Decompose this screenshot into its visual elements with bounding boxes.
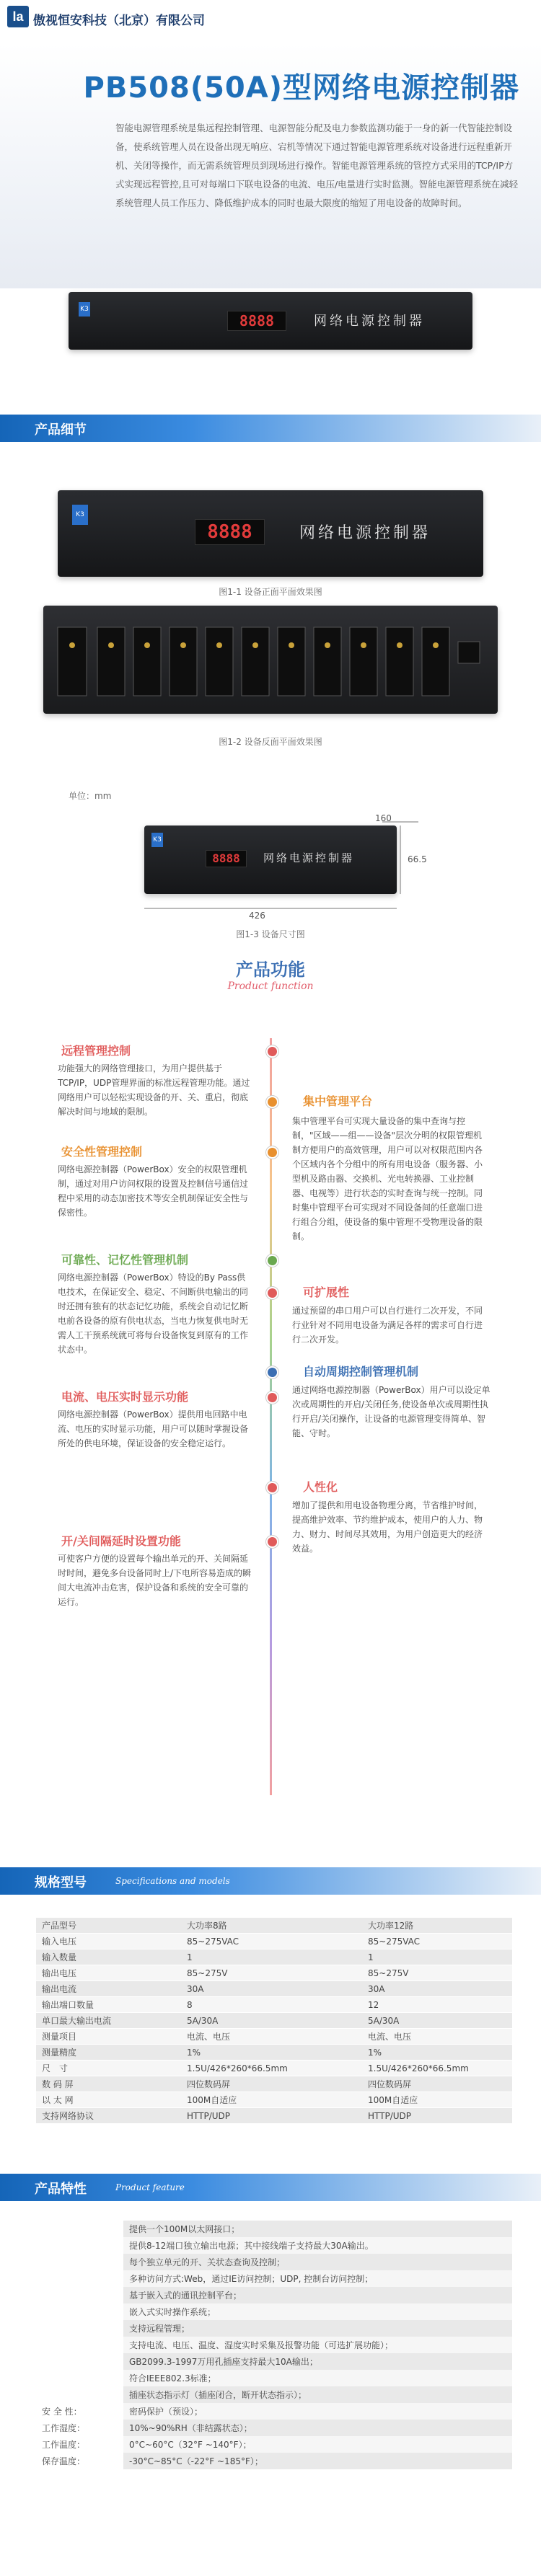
spec-cell: 尺 寸 — [36, 2061, 181, 2076]
feature-value: 每个独立单元的开、关状态查询及控制； — [123, 2254, 512, 2270]
spec-cell: 8 — [181, 1997, 362, 2013]
section-bar-detail — [0, 415, 541, 442]
device-led-display: 8888 — [195, 519, 265, 545]
function-body: 通过预留的串口用户可以自行进行二次开发，不同行业针对不同用电设备为满足各样的需求可自行进行二次开发。 — [292, 1306, 483, 1345]
function-head: 自动周期控制管理机制 — [303, 1365, 419, 1378]
spec-cell: 输入数量 — [36, 1949, 181, 1965]
feature-row — [36, 2287, 512, 2303]
feature-row — [36, 2270, 512, 2287]
spec-cell: 1 — [362, 1949, 512, 1965]
spec-cell: 5A/30A — [362, 2013, 512, 2029]
function-body: 网络电源控制器（PowerBox）安全的权限管理机制，通过对用户访问权限的设置及控制信号通信过程中采用的动态加密技术等安全机制保证安全性与保密性。 — [58, 1164, 249, 1218]
spec-cell: 30A — [181, 1981, 362, 1997]
spec-row — [36, 2013, 512, 2029]
spec-cell: 输出电流 — [36, 1981, 181, 1997]
timeline-dot — [266, 1045, 278, 1058]
front-view-caption: 图1-1 设备正面平面效果图 — [219, 587, 322, 597]
spec-row — [36, 1934, 512, 1949]
feature-row — [36, 2420, 512, 2436]
section-title: 规格型号 — [35, 1875, 87, 1890]
feature-value: 多种访问方式:Web，通过IE访问控制；UDP, 控制台访问控制； — [123, 2270, 512, 2287]
feature-key — [36, 2221, 123, 2237]
feature-row — [36, 2403, 512, 2420]
function-body: 集中管理平台可实现大量设备的集中查询与控制，"区域——组——设备"层次分明的权限管理机制方便用户的高效管理，用户可以对权限范围内各个区域内各个分组中的所有用电设备（服务器、小型机及路由器、交换机、光电转换器、工业控制器、电视等）进行状态的实时查询与统一控制。同时集中管理平台可实现对不同设备间的任意端口进行组合分组，使设备的集中管理不受物理设备的限制。 — [292, 1116, 483, 1241]
feature-row — [36, 2320, 512, 2337]
feature-key: 保存温度： — [36, 2453, 123, 2469]
function-body: 通过网络电源控制器（PowerBox）用户可以设定单次或周期性的开启/关闭任务,使设备单次或周期性执行开启/关闭操作，让设备的电源管理变得简单、智能、守时。 — [292, 1385, 491, 1438]
timeline-dot — [266, 1146, 278, 1159]
spec-cell: 产品型号 — [36, 1918, 181, 1934]
feature-key — [36, 2303, 123, 2320]
feature-value: -30°C~85°C（-22°F ~185°F）； — [123, 2453, 512, 2469]
company-name: 傲视恒安科技（北京）有限公司 — [33, 14, 205, 28]
device-brand-badge: K3 — [151, 833, 163, 847]
spec-cell: 5A/30A — [181, 2013, 362, 2029]
feature-value: 支持远程管理； — [123, 2320, 512, 2337]
section-title: 产品特性 — [35, 2182, 87, 2197]
feature-value: 0°C~60°C（32°F ~140°F）； — [123, 2436, 512, 2453]
feature-key — [36, 2237, 123, 2254]
feature-key — [36, 2270, 123, 2287]
feature-row — [36, 2370, 512, 2386]
function-body: 可使客户方便的设置每个输出单元的开、关间隔延时时间，避免多台设备同时上/下电所容易造成的瞬间大电流冲击危害，保护设备和系统的安全可靠的运行。 — [58, 1554, 252, 1607]
spec-cell: HTTP/UDP — [181, 2108, 362, 2124]
feature-row — [36, 2353, 512, 2370]
section-subtitle: Product feature — [115, 2182, 185, 2192]
spec-cell: 85~275V — [181, 1965, 362, 1981]
product-intro: 智能电源管理系统是集远程控制管理、电源智能分配及电力参数监测功能于一身的新一代智能控制设备，使系统管理人员在设备出现无响应、宕机等情况下通过智能电源管理系统对设备进行远程重新开机、关闭等操作，而无需系统管理员到现场进行操作。智能电源管理系统的管控方式采用的TCP/IP方式实现远程管控,且可对每端口下联电设备的电流、电压/电量进行实时监测。智能电源管理系统在减轻系统管理人员工作压力、降低维护成本的同时也最大限度的缩短了用电设备的故障时间。 — [115, 123, 519, 208]
feature-value: 插座状态指示灯（插座闭合，断开状态指示）； — [123, 2386, 512, 2403]
spec-cell: 1% — [181, 2045, 362, 2061]
spec-cell: 输出端口数量 — [36, 1997, 181, 2013]
front-view-image — [58, 490, 483, 577]
back-view-caption: 图1-2 设备反面平面效果图 — [219, 737, 322, 747]
spec-cell: 输出电压 — [36, 1965, 181, 1981]
spec-cell: 1.5U/426*260*66.5mm — [181, 2061, 362, 2076]
spec-cell: 1.5U/426*260*66.5mm — [362, 2061, 512, 2076]
function-head: 可扩展性 — [303, 1285, 350, 1299]
device-brand-badge: K3 — [72, 505, 88, 525]
function-body: 网络电源控制器（PowerBox）特设的By Pass供电技术，在保证安全、稳定、不间断供电输出的同时还拥有独有的状态记忆功能，系统会自动记忆断电前各设备的原有供电状态，当电力恢复供电时无需人工干预系统就可将每台设备恢复到原有的工作状态中。 — [58, 1272, 249, 1355]
spec-cell: 12 — [362, 1997, 512, 2013]
hero-device-image — [69, 292, 472, 350]
timeline-dot — [266, 1096, 278, 1108]
spec-cell: 数 码 屏 — [36, 2076, 181, 2092]
spec-row — [36, 2061, 512, 2076]
spec-cell: 电流、电压 — [362, 2029, 512, 2045]
product-title: PB508(50A)型网络电源控制器 — [83, 71, 519, 105]
feature-row — [36, 2436, 512, 2453]
device-brand-badge: K3 — [79, 302, 90, 317]
spec-cell: 四位数码屏 — [362, 2076, 512, 2092]
spec-table — [36, 1918, 512, 2124]
function-head: 人性化 — [303, 1480, 338, 1494]
back-panel-outlets — [43, 606, 498, 714]
feature-row — [36, 2386, 512, 2403]
spec-cell: 100M自适应 — [362, 2092, 512, 2108]
feature-value: 密码保护（预设）； — [123, 2403, 512, 2420]
function-body: 增加了提供和用电设备物理分离，节省维护时间，提高维护效率、节约维护成本，使用户的人力、物力、财力、时间尽其效用，为用户创造更大的经济效益。 — [292, 1500, 483, 1554]
function-body: 网络电源控制器（PowerBox）提供用电回路中电流、电压的实时显示功能，用户可以随时掌握设备所处的供电环境，保证设备的安全稳定运行。 — [58, 1409, 249, 1448]
spec-cell: 电流、电压 — [181, 2029, 362, 2045]
function-body: 功能强大的网络管理接口，为用户提供基于TCP/IP，UDP管理界面的标准远程管理功能。通过网络用户可以轻松实现设备的开、关、重启，彻底解决时间与地域的限制。 — [58, 1063, 250, 1117]
feature-row — [36, 2254, 512, 2270]
spec-cell: 大功率12路 — [362, 1918, 512, 1934]
spec-cell: 输入电压 — [36, 1934, 181, 1949]
feature-key — [36, 2254, 123, 2270]
functions-title: 产品功能 — [236, 960, 305, 980]
feature-key — [36, 2287, 123, 2303]
device-label: 网络电源控制器 — [299, 524, 431, 542]
section-subtitle: Specifications and models — [115, 1876, 230, 1886]
spec-cell: 85~275V — [362, 1965, 512, 1981]
function-head: 集中管理平台 — [303, 1094, 373, 1108]
spec-cell: 以 太 网 — [36, 2092, 181, 2108]
function-head: 安全性管理控制 — [61, 1145, 143, 1159]
section-bar-features — [0, 2174, 541, 2201]
function-head: 电流、电压实时显示功能 — [61, 1390, 189, 1404]
feature-table — [36, 2221, 512, 2469]
spec-row — [36, 1997, 512, 2013]
device-led-display: 8888 — [206, 850, 247, 867]
timeline-dot — [266, 1366, 278, 1378]
dim-height-label: 66.5 — [408, 854, 427, 864]
dimension-lines — [137, 815, 440, 923]
function-head: 开/关间隔延时设置功能 — [61, 1534, 181, 1548]
spec-row — [36, 1949, 512, 1965]
spec-cell: 四位数码屏 — [181, 2076, 362, 2092]
feature-row — [36, 2453, 512, 2469]
spec-row — [36, 2029, 512, 2045]
spec-cell: 单口最大输出电流 — [36, 2013, 181, 2029]
section-bar-specs — [0, 1867, 541, 1895]
spec-cell: 1 — [181, 1949, 362, 1965]
feature-value: 支持电流、电压、温度、湿度实时采集及报警功能（可选扩展功能）； — [123, 2337, 512, 2353]
spec-cell: 测量项目 — [36, 2029, 181, 2045]
spec-cell: 测量精度 — [36, 2045, 181, 2061]
feature-key — [36, 2353, 123, 2370]
feature-value: GB2099.3-1997万用孔插座支持最大10A输出； — [123, 2353, 512, 2370]
device-led-display: 8888 — [227, 311, 286, 331]
function-head: 可靠性、记忆性管理机制 — [61, 1253, 189, 1267]
feature-key — [36, 2337, 123, 2353]
feature-value: 10%~90%RH（非结露状态）； — [123, 2420, 512, 2436]
dim-width-label: 426 — [249, 911, 265, 921]
spec-cell: 大功率8路 — [181, 1918, 362, 1934]
spec-cell: 85~275VAC — [181, 1934, 362, 1949]
spec-cell: 支持网络协议 — [36, 2108, 181, 2124]
feature-value: 提供一个100M以太网接口； — [123, 2221, 512, 2237]
feature-row — [36, 2237, 512, 2254]
feature-row — [36, 2337, 512, 2353]
dimension-caption: 图1-3 设备尺寸图 — [236, 929, 305, 939]
feature-value: 符合IEEE802.3标准； — [123, 2370, 512, 2386]
spec-row — [36, 2076, 512, 2092]
functions-subtitle: Product function — [227, 981, 314, 992]
spec-cell: 30A — [362, 1981, 512, 1997]
feature-key — [36, 2320, 123, 2337]
feature-key — [36, 2370, 123, 2386]
feature-row — [36, 2303, 512, 2320]
spec-row — [36, 2045, 512, 2061]
dim-depth-label: 160 — [375, 813, 392, 823]
timeline-dot — [266, 1391, 278, 1404]
spec-row — [36, 1965, 512, 1981]
company-logo: la — [7, 6, 29, 27]
device-label: 网络电源控制器 — [314, 314, 425, 329]
unit-label: 单位：mm — [69, 791, 112, 801]
spec-row — [36, 1981, 512, 1997]
feature-key: 工作温度： — [36, 2436, 123, 2453]
spec-row — [36, 2092, 512, 2108]
spec-row — [36, 1918, 512, 1934]
back-view-image — [43, 606, 498, 714]
function-head: 远程管理控制 — [61, 1044, 131, 1058]
section-title: 产品细节 — [35, 422, 87, 438]
feature-row — [36, 2221, 512, 2237]
feature-value: 嵌入式实时操作系统； — [123, 2303, 512, 2320]
spec-cell: HTTP/UDP — [362, 2108, 512, 2124]
feature-key: 工作湿度： — [36, 2420, 123, 2436]
spec-cell: 85~275VAC — [362, 1934, 512, 1949]
feature-key — [36, 2386, 123, 2403]
timeline-dot — [266, 1287, 278, 1299]
spec-cell: 1% — [362, 2045, 512, 2061]
timeline-dot — [266, 1254, 278, 1267]
feature-value: 基于嵌入式的通讯控制平台； — [123, 2287, 512, 2303]
spec-cell: 100M自适应 — [181, 2092, 362, 2108]
spec-row — [36, 2108, 512, 2124]
timeline-dot — [266, 1536, 278, 1548]
device-label: 网络电源控制器 — [263, 851, 355, 864]
feature-value: 提供8-12端口独立输出电源；其中接线端子支持最大30A输出。 — [123, 2237, 512, 2254]
timeline-dot — [266, 1482, 278, 1494]
feature-key: 安 全 性： — [36, 2403, 123, 2420]
